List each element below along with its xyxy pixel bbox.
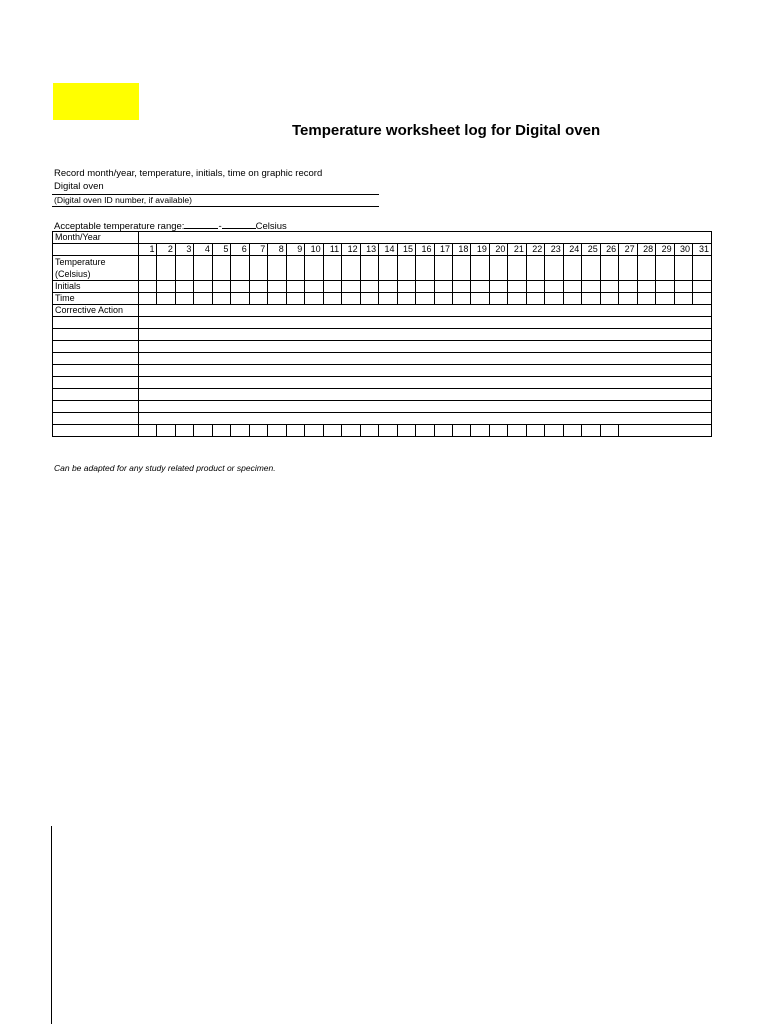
initials-day-25[interactable] xyxy=(582,281,600,293)
temperature-day-18[interactable] xyxy=(452,256,470,281)
corrective-action-entry[interactable] xyxy=(139,401,712,413)
day-number-8: 8 xyxy=(268,244,286,256)
day-number-5: 5 xyxy=(212,244,230,256)
initials-day-12[interactable] xyxy=(342,281,360,293)
day-number-29: 29 xyxy=(656,244,674,256)
final-day-15[interactable] xyxy=(397,425,415,437)
final-day-10[interactable] xyxy=(305,425,323,437)
temperature-day-2[interactable] xyxy=(157,256,175,281)
temperature-day-14[interactable] xyxy=(379,256,397,281)
corrective-action-entry[interactable] xyxy=(139,365,712,377)
final-day-16[interactable] xyxy=(416,425,434,437)
day-number-9: 9 xyxy=(286,244,304,256)
time-day-25[interactable] xyxy=(582,293,600,305)
temperature-day-15[interactable] xyxy=(397,256,415,281)
day-number-13: 13 xyxy=(360,244,378,256)
temperature-day-23[interactable] xyxy=(545,256,563,281)
final-day-20[interactable] xyxy=(489,425,507,437)
initials-row xyxy=(53,281,712,293)
final-row xyxy=(53,425,712,437)
temperature-row xyxy=(53,256,712,281)
day-number-4: 4 xyxy=(194,244,212,256)
initials-day-6[interactable] xyxy=(231,281,249,293)
temperature-day-8[interactable] xyxy=(268,256,286,281)
range-unit: Celsius xyxy=(255,221,287,232)
time-day-28[interactable] xyxy=(637,293,655,305)
left-margin-bar xyxy=(51,826,52,1024)
initials-day-7[interactable] xyxy=(249,281,267,293)
initials-day-11[interactable] xyxy=(323,281,341,293)
time-day-23[interactable] xyxy=(545,293,563,305)
temperature-day-3[interactable] xyxy=(175,256,193,281)
time-day-21[interactable] xyxy=(508,293,526,305)
time-day-2[interactable] xyxy=(157,293,175,305)
temperature-day-28[interactable] xyxy=(637,256,655,281)
temperature-day-20[interactable] xyxy=(489,256,507,281)
corrective-action-date-cell[interactable] xyxy=(53,341,139,353)
corrective-action-date-cell[interactable] xyxy=(53,401,139,413)
day-number-30: 30 xyxy=(674,244,692,256)
time-day-27[interactable] xyxy=(619,293,637,305)
temperature-day-5[interactable] xyxy=(212,256,230,281)
day-number-18: 18 xyxy=(452,244,470,256)
corrective-action-row xyxy=(53,365,712,377)
initials-day-17[interactable] xyxy=(434,281,452,293)
final-day-22[interactable] xyxy=(526,425,544,437)
range-max-blank[interactable] xyxy=(222,219,256,229)
initials-day-16[interactable] xyxy=(416,281,434,293)
corrective-action-row xyxy=(53,353,712,365)
month-year-entry[interactable] xyxy=(139,232,712,244)
corrective-action-row xyxy=(53,329,712,341)
temperature-label: Temperature (Celsius) xyxy=(53,256,139,281)
time-day-24[interactable] xyxy=(563,293,581,305)
final-day-11[interactable] xyxy=(323,425,341,437)
time-day-11[interactable] xyxy=(323,293,341,305)
time-day-8[interactable] xyxy=(268,293,286,305)
final-day-7[interactable] xyxy=(249,425,267,437)
initials-label: Initials xyxy=(53,281,139,293)
corrective-action-entry[interactable] xyxy=(139,353,712,365)
final-day-25[interactable] xyxy=(582,425,600,437)
month-year-row xyxy=(53,232,712,244)
time-day-19[interactable] xyxy=(471,293,489,305)
corrective-action-date-cell[interactable] xyxy=(53,317,139,329)
final-row-blank[interactable] xyxy=(53,425,139,437)
day-number-24: 24 xyxy=(563,244,581,256)
initials-day-21[interactable] xyxy=(508,281,526,293)
day-number-25: 25 xyxy=(582,244,600,256)
corrective-action-row xyxy=(53,413,712,425)
corrective-action-date-cell[interactable] xyxy=(53,377,139,389)
time-day-29[interactable] xyxy=(656,293,674,305)
day-number-3: 3 xyxy=(175,244,193,256)
initials-day-2[interactable] xyxy=(157,281,175,293)
corrective-action-row xyxy=(53,317,712,329)
final-day-9[interactable] xyxy=(286,425,304,437)
day-number-27: 27 xyxy=(619,244,637,256)
initials-day-15[interactable] xyxy=(397,281,415,293)
day-number-16: 16 xyxy=(416,244,434,256)
yellow-highlight-box xyxy=(53,83,139,120)
temperature-day-11[interactable] xyxy=(323,256,341,281)
final-day-14[interactable] xyxy=(379,425,397,437)
temperature-day-24[interactable] xyxy=(563,256,581,281)
corrective-action-row xyxy=(53,305,712,317)
time-day-18[interactable] xyxy=(452,293,470,305)
temperature-day-6[interactable] xyxy=(231,256,249,281)
day-number-10: 10 xyxy=(305,244,323,256)
initials-day-13[interactable] xyxy=(360,281,378,293)
time-day-6[interactable] xyxy=(231,293,249,305)
final-day-5[interactable] xyxy=(212,425,230,437)
time-day-3[interactable] xyxy=(175,293,193,305)
final-day-4[interactable] xyxy=(194,425,212,437)
corrective-action-row xyxy=(53,377,712,389)
final-day-19[interactable] xyxy=(471,425,489,437)
day-number-11: 11 xyxy=(323,244,341,256)
corrective-action-date-cell[interactable] xyxy=(53,389,139,401)
temperature-day-7[interactable] xyxy=(249,256,267,281)
final-day-18[interactable] xyxy=(452,425,470,437)
corrective-action-row xyxy=(53,389,712,401)
temperature-day-9[interactable] xyxy=(286,256,304,281)
day-number-28: 28 xyxy=(637,244,655,256)
temperature-day-30[interactable] xyxy=(674,256,692,281)
corrective-action-label: Corrective Action xyxy=(53,305,139,317)
time-day-31[interactable] xyxy=(693,293,712,305)
temperature-day-29[interactable] xyxy=(656,256,674,281)
temperature-day-31[interactable] xyxy=(693,256,712,281)
initials-day-1[interactable] xyxy=(139,281,157,293)
temperature-day-10[interactable] xyxy=(305,256,323,281)
initials-day-26[interactable] xyxy=(600,281,618,293)
final-day-24[interactable] xyxy=(563,425,581,437)
footer-note: Can be adapted for any study related product or specimen. xyxy=(54,463,276,473)
initials-day-19[interactable] xyxy=(471,281,489,293)
device-label: Digital oven xyxy=(54,181,104,192)
time-day-20[interactable] xyxy=(489,293,507,305)
time-day-16[interactable] xyxy=(416,293,434,305)
initials-day-29[interactable] xyxy=(656,281,674,293)
corrective-action-entry[interactable] xyxy=(139,305,712,317)
time-day-5[interactable] xyxy=(212,293,230,305)
range-min-blank[interactable] xyxy=(184,219,218,229)
time-day-7[interactable] xyxy=(249,293,267,305)
day-number-2: 2 xyxy=(157,244,175,256)
initials-day-28[interactable] xyxy=(637,281,655,293)
day-number-7: 7 xyxy=(249,244,267,256)
initials-day-9[interactable] xyxy=(286,281,304,293)
corrective-action-entry[interactable] xyxy=(139,377,712,389)
time-row xyxy=(53,293,712,305)
temperature-day-13[interactable] xyxy=(360,256,378,281)
initials-day-18[interactable] xyxy=(452,281,470,293)
day-number-31: 31 xyxy=(693,244,712,256)
time-day-14[interactable] xyxy=(379,293,397,305)
time-day-13[interactable] xyxy=(360,293,378,305)
day-number-23: 23 xyxy=(545,244,563,256)
temperature-day-22[interactable] xyxy=(526,256,544,281)
final-day-3[interactable] xyxy=(175,425,193,437)
initials-day-20[interactable] xyxy=(489,281,507,293)
final-day-23[interactable] xyxy=(545,425,563,437)
temperature-day-27[interactable] xyxy=(619,256,637,281)
time-day-12[interactable] xyxy=(342,293,360,305)
device-id-hint: (Digital oven ID number, if available) xyxy=(54,195,193,205)
time-day-9[interactable] xyxy=(286,293,304,305)
temperature-day-12[interactable] xyxy=(342,256,360,281)
final-day-6[interactable] xyxy=(231,425,249,437)
final-day-17[interactable] xyxy=(434,425,452,437)
day-number-26: 26 xyxy=(600,244,618,256)
corrective-action-row xyxy=(53,341,712,353)
time-day-26[interactable] xyxy=(600,293,618,305)
day-number-row xyxy=(53,244,712,256)
final-day-13[interactable] xyxy=(360,425,378,437)
day-number-15: 15 xyxy=(397,244,415,256)
time-day-15[interactable] xyxy=(397,293,415,305)
time-day-1[interactable] xyxy=(139,293,157,305)
corrective-action-entry[interactable] xyxy=(139,317,712,329)
initials-day-23[interactable] xyxy=(545,281,563,293)
time-label: Time xyxy=(53,293,139,305)
range-label: Acceptable temperature range: xyxy=(54,221,185,232)
corrective-action-entry[interactable] xyxy=(139,413,712,425)
day-number-21: 21 xyxy=(508,244,526,256)
final-row-tail[interactable] xyxy=(619,425,712,437)
time-day-30[interactable] xyxy=(674,293,692,305)
initials-day-14[interactable] xyxy=(379,281,397,293)
corrective-action-entry[interactable] xyxy=(139,341,712,353)
initials-day-31[interactable] xyxy=(693,281,712,293)
final-day-21[interactable] xyxy=(508,425,526,437)
day-number-12: 12 xyxy=(342,244,360,256)
temperature-day-1[interactable] xyxy=(139,256,157,281)
range-separator: - xyxy=(218,221,222,232)
day-number-19: 19 xyxy=(471,244,489,256)
initials-day-5[interactable] xyxy=(212,281,230,293)
final-day-26[interactable] xyxy=(600,425,618,437)
day-number-20: 20 xyxy=(489,244,507,256)
initials-day-22[interactable] xyxy=(526,281,544,293)
day-number-14: 14 xyxy=(379,244,397,256)
initials-day-30[interactable] xyxy=(674,281,692,293)
initials-day-10[interactable] xyxy=(305,281,323,293)
initials-day-27[interactable] xyxy=(619,281,637,293)
time-day-22[interactable] xyxy=(526,293,544,305)
record-instruction: Record month/year, temperature, initials, time on graphic record xyxy=(54,168,323,179)
temperature-day-25[interactable] xyxy=(582,256,600,281)
initials-day-3[interactable] xyxy=(175,281,193,293)
final-day-12[interactable] xyxy=(342,425,360,437)
corrective-action-row xyxy=(53,401,712,413)
initials-day-8[interactable] xyxy=(268,281,286,293)
temperature-log-table xyxy=(52,231,712,437)
corrective-action-entry[interactable] xyxy=(139,329,712,341)
temperature-day-4[interactable] xyxy=(194,256,212,281)
day-number-22: 22 xyxy=(526,244,544,256)
final-day-8[interactable] xyxy=(268,425,286,437)
time-day-10[interactable] xyxy=(305,293,323,305)
temperature-day-17[interactable] xyxy=(434,256,452,281)
final-day-1[interactable] xyxy=(139,425,157,437)
day-number-1: 1 xyxy=(139,244,157,256)
corrective-action-date-cell[interactable] xyxy=(53,413,139,425)
initials-day-4[interactable] xyxy=(194,281,212,293)
month-year-label: Month/Year xyxy=(53,232,139,244)
document-title: Temperature worksheet log for Digital oven xyxy=(292,122,601,139)
time-day-4[interactable] xyxy=(194,293,212,305)
corrective-action-date-cell[interactable] xyxy=(53,329,139,341)
temperature-day-26[interactable] xyxy=(600,256,618,281)
corrective-action-entry[interactable] xyxy=(139,389,712,401)
corrective-action-date-cell[interactable] xyxy=(53,365,139,377)
temperature-day-19[interactable] xyxy=(471,256,489,281)
day-number-17: 17 xyxy=(434,244,452,256)
corrective-action-date-cell[interactable] xyxy=(53,353,139,365)
day-number-6: 6 xyxy=(231,244,249,256)
day-number-row-blank xyxy=(53,244,139,256)
temperature-day-21[interactable] xyxy=(508,256,526,281)
final-day-2[interactable] xyxy=(157,425,175,437)
device-rule-bottom xyxy=(52,206,379,207)
initials-day-24[interactable] xyxy=(563,281,581,293)
time-day-17[interactable] xyxy=(434,293,452,305)
temperature-day-16[interactable] xyxy=(416,256,434,281)
